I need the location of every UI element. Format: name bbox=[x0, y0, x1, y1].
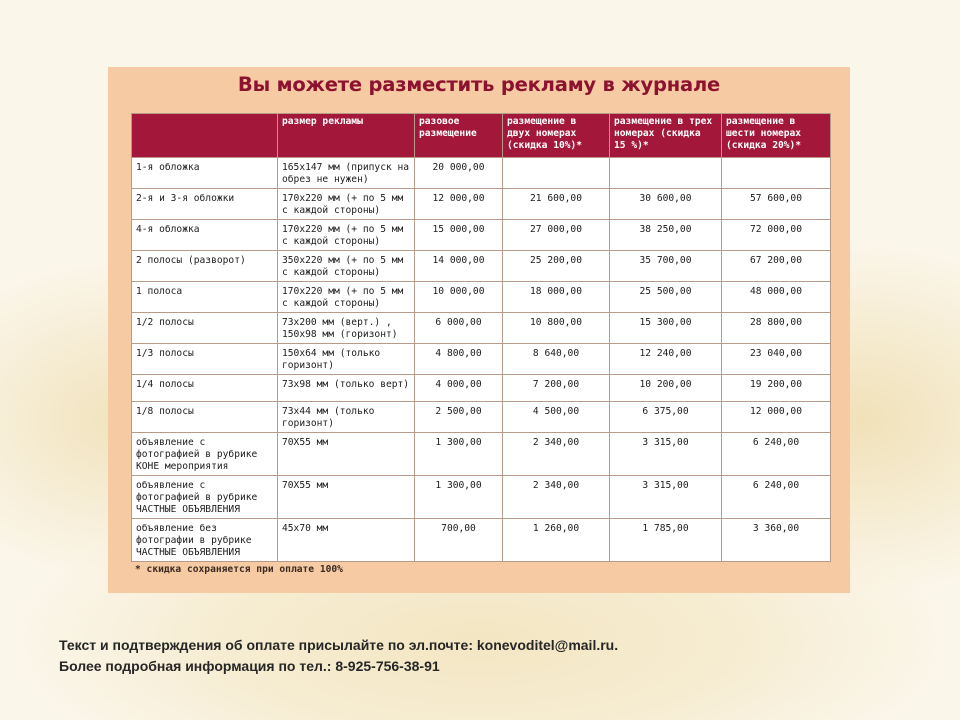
table-header-row bbox=[132, 114, 831, 158]
ad-type-cell: 1-я обложка bbox=[132, 158, 278, 189]
price-cell bbox=[610, 158, 722, 189]
ad-type-cell: 2-я и 3-я обложки bbox=[132, 189, 278, 220]
price-cell: 3 315,00 bbox=[610, 476, 722, 519]
price-cell bbox=[722, 158, 831, 189]
price-cell: 20 000,00 bbox=[415, 158, 503, 189]
price-cell: 35 700,00 bbox=[610, 251, 722, 282]
table-row bbox=[132, 313, 831, 344]
table-row bbox=[132, 220, 831, 251]
price-cell: 48 000,00 bbox=[722, 282, 831, 313]
ad-size-cell: 70X55 мм bbox=[278, 476, 415, 519]
ad-size-cell: 70X55 мм bbox=[278, 433, 415, 476]
table-row bbox=[132, 375, 831, 402]
price-cell: 72 000,00 bbox=[722, 220, 831, 251]
price-cell: 25 200,00 bbox=[503, 251, 610, 282]
ad-type-cell: объявление с фотографией в рубрике КОНЕ мероприятия bbox=[132, 433, 278, 476]
price-cell: 8 640,00 bbox=[503, 344, 610, 375]
price-cell: 7 200,00 bbox=[503, 375, 610, 402]
price-cell: 15 300,00 bbox=[610, 313, 722, 344]
ad-type-cell: объявление без фотографии в рубрике ЧАСТНЫЕ ОБЪЯВЛЕНИЯ bbox=[132, 519, 278, 562]
price-cell: 30 600,00 bbox=[610, 189, 722, 220]
ad-size-cell: 45x70 мм bbox=[278, 519, 415, 562]
ad-size-cell: 150x64 мм (только горизонт) bbox=[278, 344, 415, 375]
ad-type-cell: 1 полоса bbox=[132, 282, 278, 313]
page-title: Вы можете разместить рекламу в журнале bbox=[237, 73, 721, 96]
price-cell: 2 500,00 bbox=[415, 402, 503, 433]
price-cell: 6 240,00 bbox=[722, 476, 831, 519]
price-cell: 700,00 bbox=[415, 519, 503, 562]
price-cell: 3 360,00 bbox=[722, 519, 831, 562]
price-cell: 15 000,00 bbox=[415, 220, 503, 251]
ad-size-cell: 165x147 мм (припуск на обрез не нужен) bbox=[278, 158, 415, 189]
table-row bbox=[132, 282, 831, 313]
ad-type-cell: 1/2 полосы bbox=[132, 313, 278, 344]
ad-size-cell: 170x220 мм (+ по 5 мм с каждой стороны) bbox=[278, 220, 415, 251]
ad-size-cell: 73x200 мм (верт.) , 150x98 мм (горизонт) bbox=[278, 313, 415, 344]
price-cell: 1 785,00 bbox=[610, 519, 722, 562]
table-row bbox=[132, 402, 831, 433]
price-cell: 4 800,00 bbox=[415, 344, 503, 375]
price-cell: 57 600,00 bbox=[722, 189, 831, 220]
price-cell: 10 200,00 bbox=[610, 375, 722, 402]
price-cell: 6 240,00 bbox=[722, 433, 831, 476]
ad-type-cell: 1/3 полосы bbox=[132, 344, 278, 375]
table-row bbox=[132, 433, 831, 476]
price-cell: 67 200,00 bbox=[722, 251, 831, 282]
price-cell: 14 000,00 bbox=[415, 251, 503, 282]
price-cell: 10 800,00 bbox=[503, 313, 610, 344]
price-cell: 23 040,00 bbox=[722, 344, 831, 375]
price-cell: 38 250,00 bbox=[610, 220, 722, 251]
ad-size-cell: 73x44 мм (только горизонт) bbox=[278, 402, 415, 433]
pricing-table bbox=[131, 113, 831, 562]
price-cell: 28 800,00 bbox=[722, 313, 831, 344]
ad-size-cell: 170x220 мм (+ по 5 мм с каждой стороны) bbox=[278, 189, 415, 220]
contact-phone-line: Более подробная информация по тел.: 8-925-756-38-91 bbox=[59, 658, 440, 674]
price-cell: 18 000,00 bbox=[503, 282, 610, 313]
price-cell: 6 375,00 bbox=[610, 402, 722, 433]
ad-type-cell: 4-я обложка bbox=[132, 220, 278, 251]
price-cell bbox=[503, 158, 610, 189]
table-row bbox=[132, 158, 831, 189]
price-cell: 6 000,00 bbox=[415, 313, 503, 344]
table-row bbox=[132, 189, 831, 220]
ad-size-cell: 73x98 мм (только верт) bbox=[278, 375, 415, 402]
pricing-panel bbox=[108, 67, 850, 593]
header-cell: размещение в двух номерах (скидка 10%)* bbox=[503, 114, 610, 158]
ad-type-cell: 1/8 полосы bbox=[132, 402, 278, 433]
table-row bbox=[132, 476, 831, 519]
ad-size-cell: 170x220 мм (+ по 5 мм с каждой стороны) bbox=[278, 282, 415, 313]
price-cell: 2 340,00 bbox=[503, 433, 610, 476]
table-row bbox=[132, 344, 831, 375]
table-row bbox=[132, 519, 831, 562]
price-cell: 3 315,00 bbox=[610, 433, 722, 476]
header-cell: размещение в трех номерах (скидка 15 %)* bbox=[610, 114, 722, 158]
ad-size-cell: 350x220 мм (+ по 5 мм с каждой стороны) bbox=[278, 251, 415, 282]
price-cell: 4 500,00 bbox=[503, 402, 610, 433]
price-cell: 1 260,00 bbox=[503, 519, 610, 562]
price-cell: 19 200,00 bbox=[722, 375, 831, 402]
price-cell: 2 340,00 bbox=[503, 476, 610, 519]
contact-info bbox=[59, 635, 618, 677]
price-cell: 1 300,00 bbox=[415, 433, 503, 476]
ad-type-cell: 2 полосы (разворот) bbox=[132, 251, 278, 282]
contact-email-line: Текст и подтверждения об оплате присылайте по эл.почте: konevoditel@mail.ru. bbox=[59, 637, 619, 653]
header-cell: разовое размещение bbox=[415, 114, 503, 158]
price-cell: 27 000,00 bbox=[503, 220, 610, 251]
price-cell: 12 000,00 bbox=[722, 402, 831, 433]
price-cell: 12 240,00 bbox=[610, 344, 722, 375]
header-cell bbox=[132, 114, 278, 158]
price-cell: 10 000,00 bbox=[415, 282, 503, 313]
table-row bbox=[132, 251, 831, 282]
footnote: * скидка сохраняется при оплате 100% bbox=[135, 564, 343, 575]
header-cell: размер рекламы bbox=[278, 114, 415, 158]
price-cell: 21 600,00 bbox=[503, 189, 610, 220]
price-cell: 12 000,00 bbox=[415, 189, 503, 220]
price-cell: 4 000,00 bbox=[415, 375, 503, 402]
ad-type-cell: объявление с фотографией в рубрике ЧАСТНЫЕ ОБЪЯВЛЕНИЯ bbox=[132, 476, 278, 519]
price-cell: 25 500,00 bbox=[610, 282, 722, 313]
ad-type-cell: 1/4 полосы bbox=[132, 375, 278, 402]
header-cell: размещение в шести номерах (скидка 20%)* bbox=[722, 114, 831, 158]
price-cell: 1 300,00 bbox=[415, 476, 503, 519]
